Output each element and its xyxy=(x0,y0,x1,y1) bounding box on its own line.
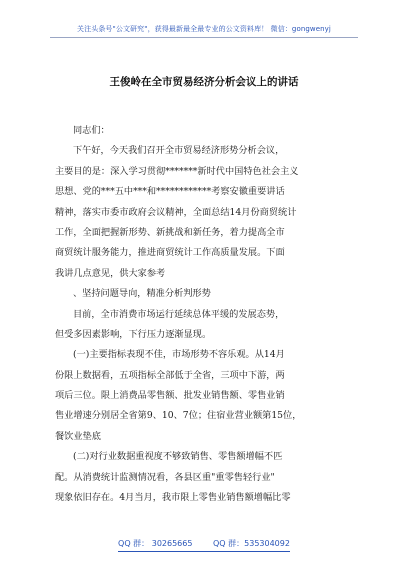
document-title: 王俊岭在全市贸易经济分析会议上的讲话 xyxy=(109,76,299,88)
body-line: 配。从消费统计监测情况看，各县区重"重零售轻行业" xyxy=(55,471,275,483)
body-line: 思想、党的***五中***和************考察安徽重要讲话 xyxy=(55,186,285,198)
footer-underline xyxy=(118,551,290,552)
body-line: 主要目的是：深入学习贯彻*******新时代中国特色社会主义 xyxy=(55,165,299,177)
body-line: 同志们： xyxy=(73,125,110,136)
body-line: 售业增速分别居全省第9、10、7位；住宿业营业额第15位， xyxy=(55,410,302,422)
body-line: (二)对行业数据重视度不够致销售、零售额增幅不匹 xyxy=(73,451,283,463)
body-line: 但受多因素影响，下行压力逐渐显现。 xyxy=(55,328,212,340)
body-line: 我讲几点意见，供大家参考 xyxy=(55,267,166,279)
document-body xyxy=(55,121,357,508)
footer-qq-group-1: QQ 群： 30265665 xyxy=(118,539,193,548)
header-divider xyxy=(50,37,358,38)
footer-contacts xyxy=(0,538,408,549)
body-line: 目前，全市消费市场运行延续总体平缓的发展态势， xyxy=(73,308,285,320)
body-line: 精神，落实市委市政府会议精神，全面总结14月份商贸统计 xyxy=(55,206,297,218)
footer-qq-group-2: QQ 群：535304092 xyxy=(213,539,290,548)
body-line: 份限上数据看，五项指标全部低于全省，三项中下游，两 xyxy=(55,369,285,381)
body-line: 下午好，今天我们召开全市贸易经济形势分析会议， xyxy=(73,145,285,157)
body-line: 商贸统计服务能力，推进商贸统计工作高质量发展。下面 xyxy=(55,247,285,259)
body-line: (一)主要指标表现不佳，市场形势不容乐观。从14月 xyxy=(73,349,285,361)
body-line: 餐饮业垫底 xyxy=(55,430,101,442)
body-line: 项后三位。限上消费品零售额、批发业销售额、零售业销 xyxy=(55,390,285,402)
body-line: 工作，全面把握新形势、新挑战和新任务，着力提高全市 xyxy=(55,226,285,238)
body-line: 现象依旧存在。4月当月，我市限上零售业销售额增幅比零 xyxy=(55,492,291,504)
body-line: 、坚持问题导向，精准分析判形势 xyxy=(73,288,211,300)
header-note: 关注头条号"公文研究"，获得最新最全最专业的公文资料库！ 微信：gongwenyj xyxy=(77,25,331,33)
